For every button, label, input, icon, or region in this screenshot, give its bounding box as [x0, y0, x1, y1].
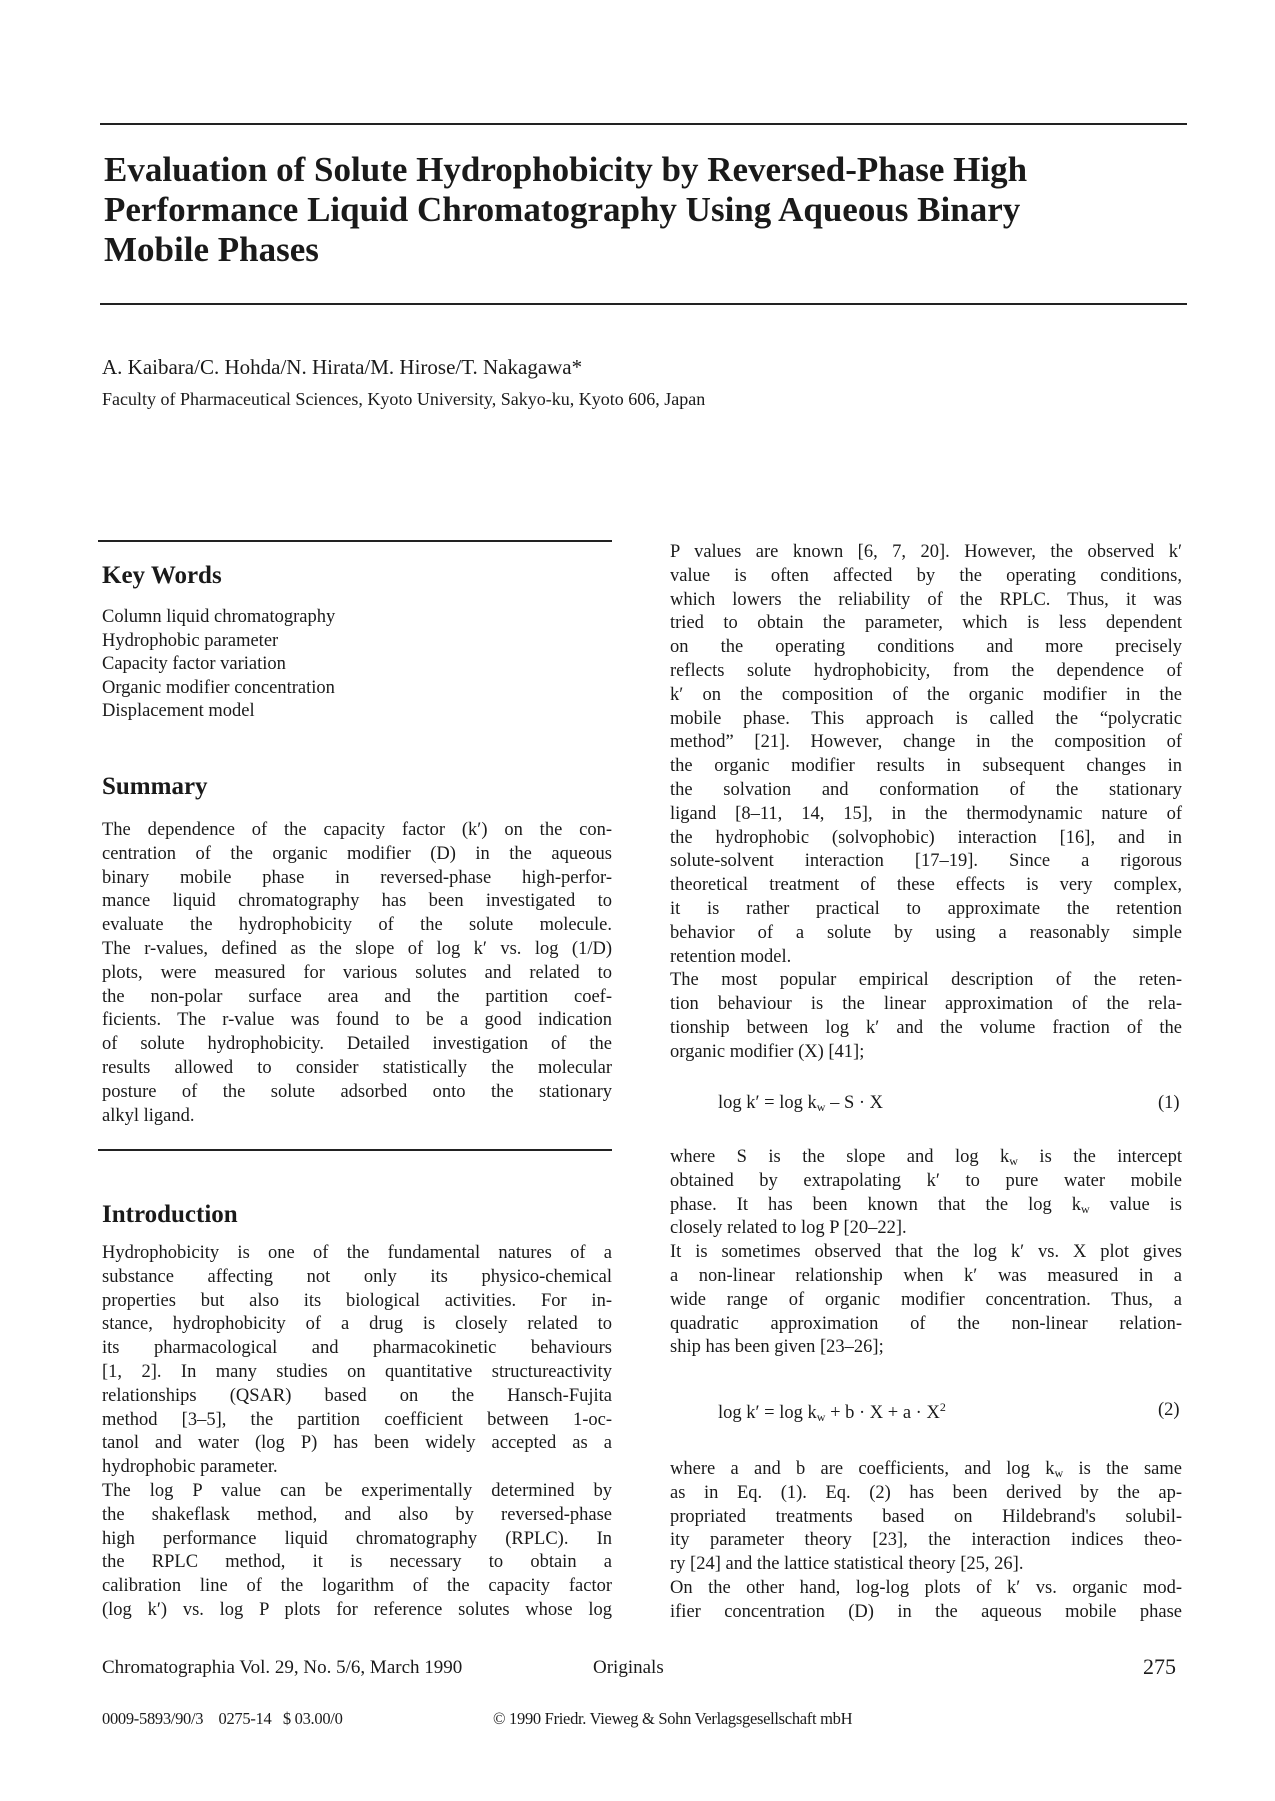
summary-text [102, 819, 612, 1128]
equation-2-number: (2) [1158, 1400, 1180, 1420]
equation-2 [718, 1400, 946, 1425]
affiliation: Faculty of Pharmaceutical Sciences, Kyoto University, Sakyo-ku, Kyoto 606, Japan [102, 389, 706, 409]
text-line: the shakeflask method, and also by reversed-phase [102, 1504, 612, 1525]
text-line: the RPLC method, it is necessary to obtain a [102, 1552, 612, 1573]
text-line: alkyl ligand. [102, 1105, 195, 1126]
article-title [104, 150, 1194, 270]
equation-subscript: w [816, 1410, 826, 1424]
right-column-text-b [670, 1146, 1182, 1360]
text-segment: where S is the slope and log k [670, 1147, 1010, 1167]
text-segment: where a and b are coefficients, and log k [670, 1459, 1055, 1479]
text-line: ficients. The r-value was found to be a good indication [102, 1010, 612, 1031]
text-line: [1, 2]. In many studies on quantitative structureactivity [102, 1361, 612, 1382]
right-column-text-c [670, 1458, 1182, 1625]
page-number: 275 [1143, 1654, 1176, 1679]
text-line: theoretical treatment of these effects is very complex, [670, 875, 1182, 896]
text-line: which lowers the reliability of the RPLC. Thus, it was [670, 589, 1182, 610]
keywords-heading: Key Words [102, 562, 222, 589]
text-line: wide range of organic modifier concentration. Thus, a [670, 1289, 1182, 1310]
text-line: ligand [8–11, 14, 15], in the thermodynamic nature of [670, 803, 1182, 824]
text-line: tried to obtain the parameter, which is less dependent [670, 613, 1182, 634]
text-line: The most popular empirical description of the reten- [670, 970, 1182, 991]
equation-1-number: (1) [1158, 1093, 1180, 1113]
text-line: the hydrophobic (solvophobic) interaction [16], and in [670, 827, 1182, 848]
equation-text: log k′ = log k [718, 1403, 817, 1423]
text-segment: is the same [1063, 1459, 1182, 1479]
text-line: properties but also its biological activities. For in- [102, 1290, 612, 1311]
text-line: a non-linear relationship when k′ was measured in a [670, 1265, 1182, 1286]
summary-bottom-rule [98, 1149, 612, 1151]
article-code: 0009-5893/90/3 0275-14 $ 03.00/0 [102, 1709, 343, 1728]
section-label: Originals [593, 1657, 664, 1678]
keyword: Hydrophobic parameter [102, 630, 279, 651]
text-line: The dependence of the capacity factor (k′) on the con- [102, 820, 612, 840]
text-line: on the operating conditions and more precisely [670, 637, 1182, 658]
text-line: ifier concentration (D) in the aqueous mobile phase [670, 1601, 1182, 1622]
equation-text: + b · X + a · X [825, 1403, 940, 1423]
text-line: relationships (QSAR) based on the Hansch-Fujita [102, 1385, 612, 1406]
text-line: of solute hydrophobicity. Detailed investigation of the [102, 1034, 612, 1055]
equation-subscript: w [816, 1100, 826, 1114]
keywords-list [102, 606, 612, 724]
text-line: It is sometimes observed that the log k′ vs. X plot gives [670, 1242, 1182, 1263]
text-line: The r-values, defined as the slope of log k′ vs. log (1/D) [102, 938, 612, 959]
text-line: The log P value can be experimentally determined by [102, 1480, 612, 1501]
authors: A. Kaibara/C. Hohda/N. Hirata/M. Hirose/T. Nakagawa* [102, 355, 583, 379]
text-line: its pharmacological and pharmacokinetic behaviours [102, 1338, 612, 1359]
text-line: value is often affected by the operating conditions, [670, 565, 1182, 586]
journal-citation: Chromatographia Vol. 29, No. 5/6, March 1990 [102, 1657, 463, 1678]
text-line: stance, hydrophobicity of a drug is closely related to [102, 1314, 612, 1335]
title-line: Evaluation of Solute Hydrophobicity by Reversed-Phase High [104, 150, 1028, 189]
text-line: obtained by extrapolating k′ to pure water mobile [670, 1170, 1182, 1191]
subscript: w [1054, 1466, 1064, 1480]
equation-superscript: 2 [939, 1400, 946, 1414]
text-line: closely related to log P [20–22]. [670, 1218, 907, 1239]
text-line: hydrophobic parameter. [102, 1457, 278, 1478]
text-line: binary mobile phase in reversed-phase high-perfor- [102, 867, 612, 888]
keyword: Column liquid chromatography [102, 607, 336, 627]
title-bottom-rule [100, 303, 1187, 305]
text-line: organic modifier (X) [41]; [670, 1041, 865, 1062]
introduction-heading: Introduction [102, 1201, 238, 1228]
equation-text: log k′ = log k [718, 1093, 817, 1113]
text-line: as in Eq. (1). Eq. (2) has been derived by the ap- [670, 1482, 1182, 1503]
text-line: the solvation and conformation of the stationary [670, 779, 1182, 800]
keyword: Displacement model [102, 701, 255, 722]
text-line: ship has been given [23–26]; [670, 1337, 884, 1358]
text-line: posture of the solute adsorbed onto the stationary [102, 1081, 612, 1102]
text-line: substance affecting not only its physico-chemical [102, 1266, 612, 1287]
text-line: tionship between log k′ and the volume fraction of the [670, 1017, 1182, 1038]
text-line: mance liquid chromatography has been investigated to [102, 891, 612, 912]
top-rule [100, 123, 1187, 125]
text-line: it is rather practical to approximate the retention [670, 898, 1182, 919]
text-segment: phase. It has been known that the log k [670, 1194, 1081, 1215]
text-line [670, 1146, 1182, 1170]
text-line: centration of the organic modifier (D) in the aqueous [102, 843, 612, 864]
text-line [670, 1194, 1182, 1218]
introduction-text [102, 1242, 612, 1623]
text-line: plots, were measured for various solutes and related to [102, 962, 612, 983]
text-line: method” [21]. However, change in the composition of [670, 732, 1182, 753]
text-segment: is the intercept [1017, 1147, 1183, 1167]
right-column-text-a [670, 541, 1182, 1065]
text-line: calibration line of the logarithm of the capacity factor [102, 1576, 612, 1597]
text-line: results allowed to consider statistically the molecular [102, 1057, 612, 1078]
text-line: ity parameter theory [23], the interaction indices theo- [670, 1530, 1182, 1551]
keyword: Capacity factor variation [102, 654, 286, 675]
text-segment: value is [1089, 1194, 1182, 1215]
text-line: retention model. [670, 946, 792, 967]
subscript: w [1080, 1201, 1090, 1216]
subscript: w [1009, 1154, 1018, 1168]
text-line: behavior of a solute by using a reasonably simple [670, 922, 1182, 943]
text-line: quadratic approximation of the non-linear relation- [670, 1313, 1182, 1334]
text-line: k′ on the composition of the organic modifier in the [670, 684, 1182, 705]
copyright: © 1990 Friedr. Vieweg & Sohn Verlagsgesellschaft mbH [493, 1709, 853, 1728]
text-line: reflects solute hydrophobicity, from the dependence of [670, 660, 1182, 681]
text-line: tion behaviour is the linear approximation of the rela- [670, 994, 1182, 1015]
text-line: the organic modifier results in subsequent changes in [670, 756, 1182, 777]
text-line: tanol and water (log P) has been widely accepted as a [102, 1433, 612, 1454]
keywords-top-rule [98, 540, 612, 542]
equation-1 [718, 1093, 883, 1115]
text-line: method [3–5], the partition coefficient between 1-oc- [102, 1409, 612, 1430]
title-line: Mobile Phases [104, 230, 319, 269]
text-line: Hydrophobicity is one of the fundamental natures of a [102, 1243, 612, 1263]
summary-heading: Summary [102, 773, 208, 800]
text-line: ry [24] and the lattice statistical theory [25, 26]. [670, 1554, 1024, 1575]
text-line: mobile phase. This approach is called the “polycratic [670, 708, 1182, 729]
text-line: (log k′) vs. log P plots for reference solutes whose log [102, 1599, 612, 1620]
text-line: solute-solvent interaction [17–19]. Since a rigorous [670, 851, 1182, 872]
keyword: Organic modifier concentration [102, 677, 335, 698]
text-line: P values are known [6, 7, 20]. However, the observed k′ [670, 542, 1182, 562]
text-line: the non-polar surface area and the partition coef- [102, 986, 612, 1007]
equation-text: – S · X [825, 1093, 883, 1113]
text-line: On the other hand, log-log plots of k′ vs. organic mod- [670, 1577, 1182, 1598]
text-line: propriated treatments based on Hildebrand's solubil- [670, 1506, 1182, 1527]
text-line [670, 1458, 1182, 1482]
text-line: evaluate the hydrophobicity of the solute molecule. [102, 915, 612, 936]
title-line: Performance Liquid Chromatography Using Aqueous Binary [104, 190, 1021, 229]
text-line: high performance liquid chromatography (RPLC). In [102, 1528, 612, 1549]
